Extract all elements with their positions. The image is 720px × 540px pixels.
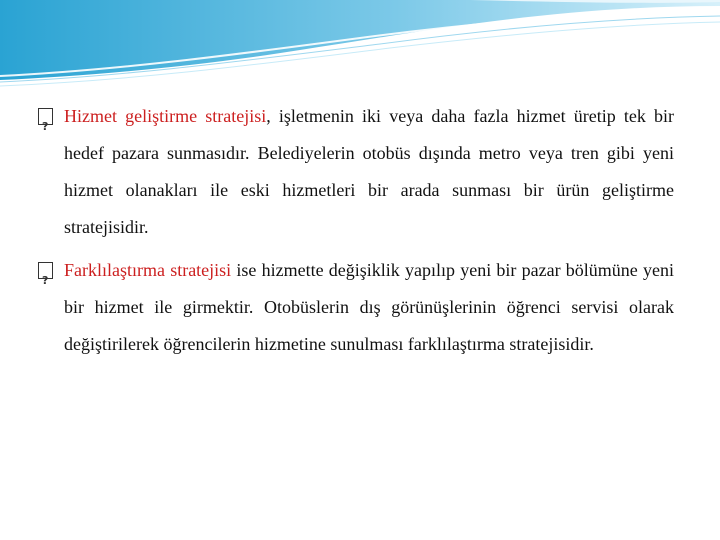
header-wave-decoration: [0, 0, 720, 90]
bullet-marker-icon: [38, 108, 53, 125]
bullet-term: Farklılaştırma stratejisi: [64, 260, 232, 280]
bullet-marker-icon: [38, 262, 53, 279]
bullet-hizmet-gelistirme: [38, 98, 674, 246]
slide-body: [38, 98, 674, 369]
bullet-text: ise hizmette değişiklik yapılıp yeni bir pazar bölümüne yeni bir hizmet ile girmektir. Otobüslerin dış görünüşlerinin öğrenci servisi olarak değiştirilerek öğrencilerin hizmetine sunulması farklılaştırma stratejisidir.: [64, 260, 674, 354]
bullet-text: , işletmenin iki veya daha fazla hizmet üretip tek bir hedef pazara sunmasıdır. Belediyelerin otobüs dışında metro veya tren gibi yeni hizmet olanakları ile eski hizmetleri bir arada sunması bir ürün geliştirme stratejisidir.: [64, 106, 674, 237]
bullet-farklilastirma: [38, 252, 674, 363]
bullet-term: Hizmet geliştirme stratejisi: [64, 106, 267, 126]
